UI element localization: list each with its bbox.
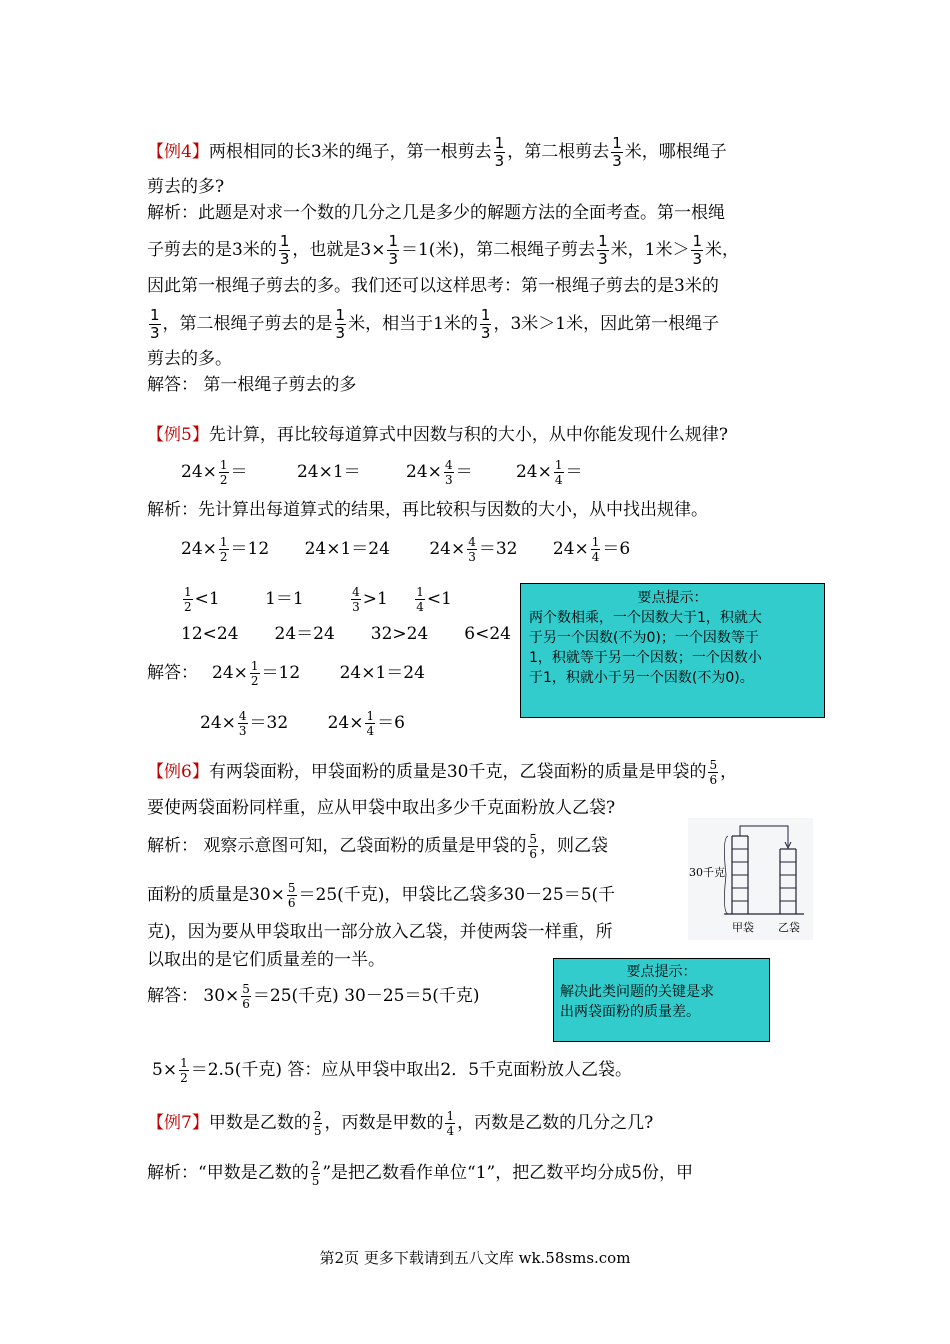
fraction: $\frac{1}{2}$ — [250, 659, 259, 688]
ex7-tag: 【例7】 — [147, 1113, 209, 1133]
ex6-analysis-line1: 解析： 观察示意图可知，乙袋面粉的质量是甲袋的 $\frac{5}{6}$ ，则乙袋 — [147, 832, 609, 861]
tip-title: 要点提示： — [637, 590, 708, 606]
fraction: $\frac{1}{4}$ — [416, 585, 424, 614]
ex6-analysis-line4: 以取出的是它们质量差的一半。 — [147, 950, 385, 970]
ex7-question: 【例7】甲数是乙数的 $\frac{2}{5}$ ，丙数是甲数的 $\frac{1}{4}$ ，丙数是乙数的几分之几? — [147, 1109, 654, 1138]
fraction: $\frac{1}{4}$ — [591, 535, 600, 564]
page-footer: 第2页 更多下载请到五八文库 wk.58sms.com — [319, 1249, 631, 1267]
bag-jia-label: 甲袋 — [732, 921, 754, 934]
fraction: $\frac{1}{2}$ — [180, 1056, 188, 1085]
ex5-compare: $\frac{1}{2}$ <1 1＝1 $\frac{4}{3}$ >1 $\frac{1}{4}$ <1 — [184, 585, 452, 614]
ex6-question-line1: 【例6】有两袋面粉，甲袋面粉的质量是30千克，乙袋面粉的质量是甲袋的 $\frac{5}{6}$ ， — [147, 758, 738, 787]
ex6-analysis-line3: 克)，因为要从甲袋取出一部分放入乙袋，并使两袋一样重，所 — [147, 922, 613, 942]
ex4-analysis-line2: 子剪去的是3米的 $\frac{1}{3}$ ，也就是3× $\frac{1}{3}$ ＝1(米)，第二根绳子剪去 $\frac{1}{3}$ 米，1米＞ $\frac{1}{3}$ 米， — [147, 232, 739, 268]
fraction: $\frac{1}{3}$ — [612, 134, 622, 170]
fraction: $\frac{4}{3}$ — [468, 535, 476, 564]
fraction: $\frac{1}{3}$ — [279, 232, 290, 268]
fraction: $\frac{4}{3}$ — [352, 585, 360, 614]
fraction: $\frac{1}{4}$ — [554, 458, 563, 487]
ex4-tag: 【例4】 — [147, 142, 209, 162]
ex5-answer-row2: 24× $\frac{4}{3}$ ＝32 24× $\frac{1}{4}$ ＝6 — [200, 709, 405, 738]
fraction: $\frac{1}{3}$ — [692, 232, 702, 268]
ex4-analysis-line1: 解析：此题是对求一个数的几分之几是多少的解题方法的全面考查。第一根绳 — [147, 203, 725, 223]
ex6-answer-line2: 5× $\frac{1}{2}$ ＝2.5(千克) 答：应从甲袋中取出2．5千克面粉放人乙袋。 — [152, 1056, 633, 1085]
fraction: $\frac{1}{2}$ — [219, 535, 228, 564]
ex4-analysis-line4: $\frac{1}{3}$ ，第二根绳子剪去的是 $\frac{1}{3}$ 米，相当于1米的 $\frac{1}{3}$ ，3米＞1米，因此第一根绳子 — [150, 306, 720, 342]
ex5-products: 12<24 24＝24 32>24 6<24 — [181, 624, 511, 644]
fraction: $\frac{5}{6}$ — [529, 832, 538, 861]
fraction: $\frac{5}{6}$ — [287, 881, 296, 910]
ex4-analysis-line5: 剪去的多。 — [147, 349, 232, 369]
ex4-analysis-line3: 因此第一根绳子剪去的多。我们还可以这样思考：第一根绳子剪去的是3米的 — [147, 276, 719, 296]
tip-box-2: 要点提示： 解决此类问题的关键是求 出两袋面粉的质量差。 — [553, 958, 770, 1042]
fraction: $\frac{1}{3}$ — [598, 232, 608, 268]
fraction: $\frac{4}{3}$ — [444, 458, 453, 487]
ex7-analysis: 解析：“甲数是乙数的 $\frac{2}{5}$ ”是把乙数看作单位“1”，把乙数平均分成5份，甲 — [147, 1159, 694, 1188]
weight-label: 30千克 — [689, 866, 725, 879]
bag-yi-label: 乙袋 — [778, 921, 800, 934]
tip-title: 要点提示： — [626, 964, 697, 980]
ex5-question: 【例5】先计算，再比较每道算式中因数与积的大小，从中你能发现什么规律? — [147, 425, 728, 445]
fraction: $\frac{1}{2}$ — [184, 585, 192, 614]
flour-bag-diagram — [688, 818, 813, 940]
ex6-tag: 【例6】 — [147, 762, 209, 782]
ex5-analysis: 解析：先计算出每道算式的结果，再比较积与因数的大小，从中找出规律。 — [147, 500, 708, 520]
ex6-answer-line1: 解答： 30× $\frac{5}{6}$ ＝25(千克) 30－25＝5(千克) — [147, 982, 480, 1011]
fraction: $\frac{1}{3}$ — [335, 306, 346, 342]
fraction: $\frac{5}{6}$ — [709, 758, 718, 787]
fraction: $\frac{1}{3}$ — [150, 306, 160, 342]
ex4-answer: 解答： 第一根绳子剪去的多 — [147, 375, 357, 395]
ex5-results: 24× $\frac{1}{2}$ ＝12 24×1＝24 24× $\frac{4}{3}$ ＝32 24× $\frac{1}{4}$ ＝6 — [181, 535, 631, 564]
fraction: $\frac{1}{4}$ — [446, 1109, 455, 1138]
ex4-question-line2: 剪去的多? — [147, 177, 225, 197]
ex6-analysis-line2: 面粉的质量是30× $\frac{5}{6}$ ＝25(千克)，甲袋比乙袋多30－25＝5(千 — [147, 881, 616, 910]
fraction: $\frac{5}{6}$ — [242, 982, 250, 1011]
ex6-question-line2: 要使两袋面粉同样重，应从甲袋中取出多少千克面粉放人乙袋? — [147, 798, 616, 818]
fraction: $\frac{1}{4}$ — [366, 709, 375, 738]
ex5-formulas: 24× $\frac{1}{2}$ ＝ 24×1＝ 24× $\frac{4}{3}$ ＝ 24× $\frac{1}{4}$ ＝ — [181, 458, 583, 487]
ex4-question-line1: 【例4】两根相同的长3米的绳子，第一根剪去 $\frac{1}{3}$ ，第二根剪去 $\frac{1}{3}$ 米，哪根绳子 — [147, 134, 727, 170]
fraction: $\frac{1}{3}$ — [388, 232, 398, 268]
fraction: $\frac{4}{3}$ — [238, 709, 247, 738]
fraction: $\frac{1}{3}$ — [494, 134, 505, 170]
tip-box-1: 要点提示： 两个数相乘，一个因数大于1，积就大 于另一个因数(不为0)；一个因数等于 1，积就等于另一个因数；一个因数小 于1，积就小于另一个因数(不为0)。 — [520, 583, 825, 718]
fraction: $\frac{1}{2}$ — [219, 458, 228, 487]
fraction: $\frac{2}{5}$ — [313, 1109, 322, 1138]
fraction: $\frac{2}{5}$ — [311, 1159, 320, 1188]
fraction: $\frac{1}{3}$ — [480, 306, 491, 342]
ex5-tag: 【例5】 — [147, 425, 209, 445]
ex5-answer-row1: 解答： 24× $\frac{1}{2}$ ＝12 24×1＝24 — [147, 659, 425, 688]
